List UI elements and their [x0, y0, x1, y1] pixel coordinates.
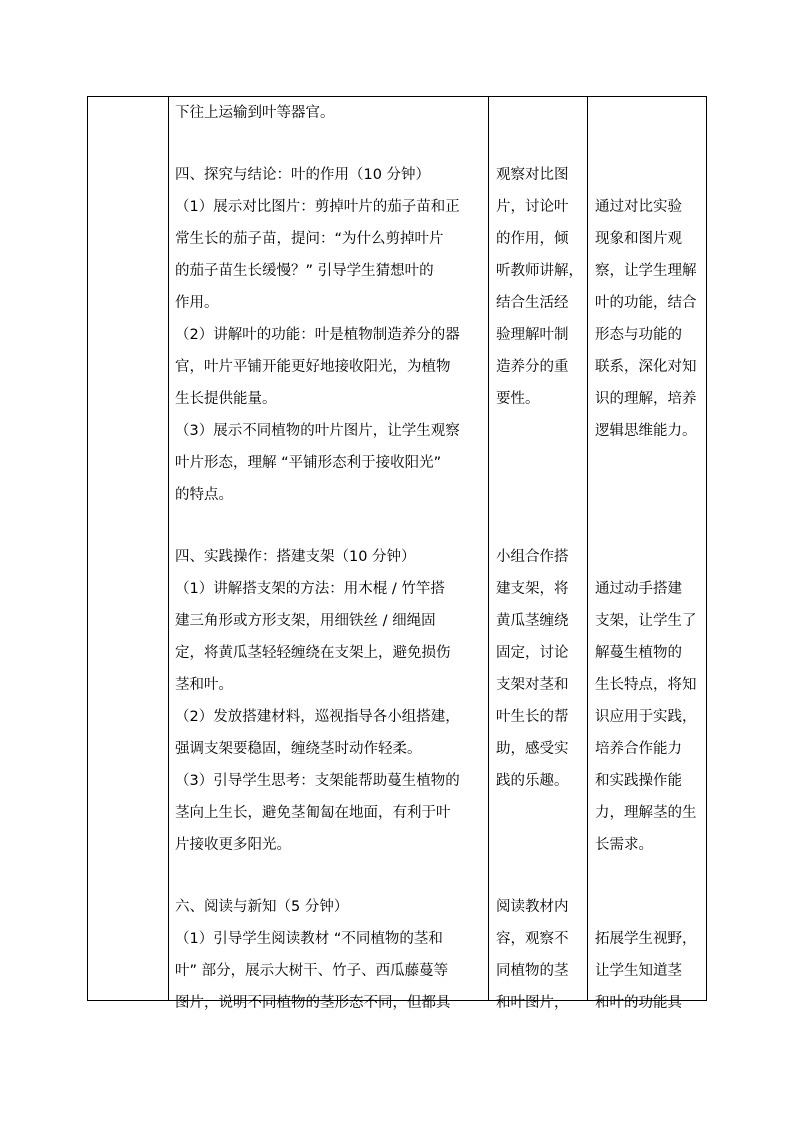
- text-line: 阅读教材内: [496, 899, 569, 915]
- text-line: 长需求。: [595, 837, 653, 853]
- text-line: 力，理解茎的生: [595, 805, 697, 821]
- text-line: 形态与功能的: [595, 327, 682, 343]
- text-line: 六、阅读与新知（5 分钟）: [175, 899, 349, 915]
- text-line: 通过动手搭建: [595, 581, 682, 597]
- text-line: 现象和图片观: [595, 231, 682, 247]
- text-line: 解蔓生植物的: [595, 645, 682, 661]
- text-line: 要性。: [496, 391, 540, 407]
- text-line: 的特点。: [175, 487, 233, 503]
- text-line: 验理解叶制: [496, 327, 569, 343]
- text-line: 识的理解，培养: [595, 391, 697, 407]
- text-line: （3）展示不同植物的叶片图片，让学生观察: [175, 423, 460, 439]
- text-line: 生长提供能量。: [175, 391, 277, 407]
- design-intent-column: [588, 97, 706, 1011]
- text-line: 图片，说明不同植物的茎形态不同，但都具: [175, 995, 451, 1011]
- text-line: 小组合作搭: [496, 549, 569, 565]
- text-line: 助，感受实: [496, 741, 569, 757]
- text-line: 听教师讲解，: [496, 263, 583, 279]
- text-line: 建三角形或方形支架，用细铁丝 / 细绳固: [175, 613, 436, 629]
- text-line: （1）展示对比图片：剪掉叶片的茄子苗和正: [175, 199, 460, 215]
- text-line: 逻辑思维能力。: [595, 423, 697, 439]
- text-line: （2）发放搭建材料，巡视指导各小组搭建，: [175, 709, 460, 725]
- text-line: 黄瓜茎缠绕: [496, 613, 569, 629]
- text-line: 察，让学生理解: [595, 263, 697, 279]
- text-line: 叶片形态，理解 “平铺形态利于接收阳光”: [175, 455, 442, 471]
- text-line: 结合生活经: [496, 295, 569, 311]
- text-line: 同植物的茎: [496, 963, 569, 979]
- text-line: 造养分的重: [496, 359, 569, 375]
- text-line: 茎和叶。: [175, 677, 233, 693]
- text-line: 强调支架要稳固，缠绕茎时动作轻柔。: [175, 741, 422, 757]
- teacher-activity-column: [169, 97, 488, 1011]
- text-line: （1）引导学生阅读教材 “不同植物的茎和: [175, 931, 443, 947]
- text-line: 和叶图片，: [496, 995, 569, 1011]
- text-line: 固定，讨论: [496, 645, 569, 661]
- text-line: 联系，深化对知: [595, 359, 697, 375]
- text-line: 定，将黄瓜茎轻轻缠绕在支架上，避免损伤: [175, 645, 451, 661]
- text-line: 常生长的茄子苗，提问：“为什么剪掉叶片: [175, 231, 444, 247]
- text-line: 的茄子苗生长缓慢？” 引导学生猜想叶的: [175, 263, 434, 279]
- lesson-plan-table: [87, 96, 707, 1011]
- text-line: 生长特点，将知: [595, 677, 697, 693]
- text-line: 建支架，将: [496, 581, 569, 597]
- text-line: 识应用于实践，: [595, 709, 697, 725]
- text-line: （2）讲解叶的功能：叶是植物制造养分的器: [175, 327, 460, 343]
- text-line: 叶的功能，结合: [595, 295, 697, 311]
- text-line: 四、探究与结论：叶的作用（10 分钟）: [175, 167, 431, 183]
- text-line: 片接收更多阳光。: [175, 837, 291, 853]
- text-line: 和实践操作能: [595, 773, 682, 789]
- text-line: 四、实践操作：搭建支架（10 分钟）: [175, 549, 416, 565]
- text-line: 让学生知道茎: [595, 963, 682, 979]
- text-line: 支架对茎和: [496, 677, 569, 693]
- text-line: 官，叶片平铺开能更好地接收阳光，为植物: [175, 359, 451, 375]
- text-line: 践的乐趣。: [496, 773, 569, 789]
- text-line: 容，观察不: [496, 931, 569, 947]
- text-line: （1）讲解搭支架的方法：用木棍 / 竹竿搭: [175, 581, 445, 597]
- text-line: 茎向上生长，避免茎匍匐在地面，有利于叶: [175, 805, 451, 821]
- text-line: 通过对比实验: [595, 199, 682, 215]
- text-line: 叶” 部分，展示大树干、竹子、西瓜藤蔓等: [175, 963, 449, 979]
- text-line: 培养合作能力: [595, 741, 682, 757]
- text-line: 观察对比图: [496, 167, 569, 183]
- text-line: 的作用，倾: [496, 231, 569, 247]
- stage-column: [88, 97, 168, 1000]
- text-line: 和叶的功能具: [595, 995, 682, 1011]
- text-line: 拓展学生视野，: [595, 931, 697, 947]
- text-line: 下往上运输到叶等器官。: [175, 105, 335, 121]
- text-line: 叶生长的帮: [496, 709, 569, 725]
- text-line: 作用。: [175, 295, 219, 311]
- text-line: 片，讨论叶: [496, 199, 569, 215]
- text-line: （3）引导学生思考：支架能帮助蔓生植物的: [175, 773, 460, 789]
- text-line: 支架，让学生了: [595, 613, 697, 629]
- student-activity-column: [489, 97, 587, 1011]
